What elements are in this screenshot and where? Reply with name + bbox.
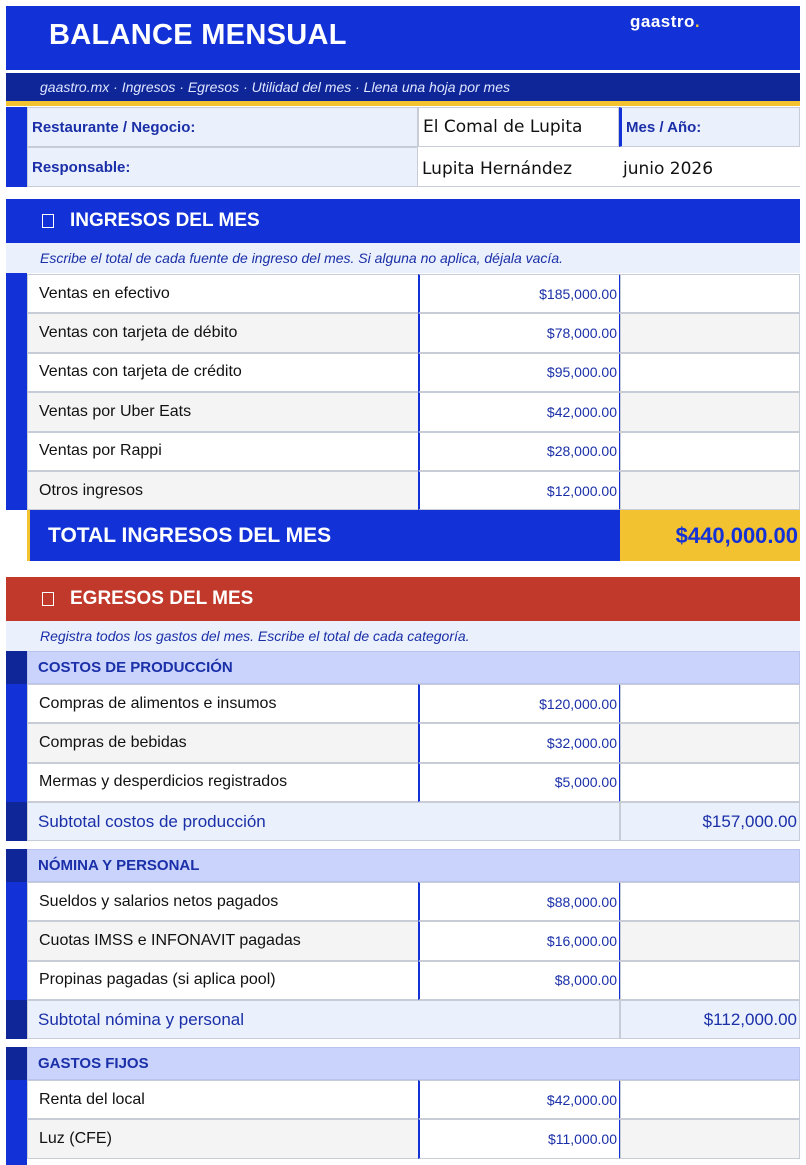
amount-input[interactable]: $42,000.00 — [418, 1080, 621, 1119]
row-label: Cuotas IMSS e INFONAVIT pagadas — [27, 921, 419, 960]
gaastro-logo: gaastro. — [630, 12, 701, 31]
row-label: Propinas pagadas (si aplica pool) — [27, 961, 419, 1000]
row-extra-cell — [620, 1080, 800, 1119]
month-field[interactable]: junio 2026 — [619, 151, 800, 187]
row-label: Ventas con tarjeta de débito — [27, 313, 419, 352]
nomina-subtotal-label: Subtotal nómina y personal — [27, 1000, 620, 1039]
row-extra-cell — [620, 882, 800, 921]
amount-input[interactable]: $32,000.00 — [418, 723, 621, 762]
egresos-section-header — [6, 577, 800, 621]
amount-input[interactable]: $12,000.00 — [418, 471, 621, 510]
receipt-icon — [42, 592, 54, 606]
month-label: Mes / Año: — [619, 107, 800, 147]
produccion-side-bar — [6, 684, 27, 802]
fijos-category: GASTOS FIJOS — [27, 1047, 800, 1080]
page-title: BALANCE MENSUAL — [49, 19, 347, 51]
row-label: Ventas por Uber Eats — [27, 392, 419, 431]
amount-input[interactable]: $88,000.00 — [418, 882, 621, 921]
business-label: Restaurante / Negocio: — [27, 107, 418, 147]
amount-input[interactable]: $42,000.00 — [418, 392, 621, 431]
row-label: Compras de alimentos e insumos — [27, 684, 419, 723]
amount-input[interactable]: $185,000.00 — [418, 274, 621, 313]
ingresos-note: Escribe el total de cada fuente de ingreso del mes. Si alguna no aplica, déjala vacía. — [6, 243, 800, 273]
ingresos-section-header — [6, 199, 800, 243]
egresos-note: Registra todos los gastos del mes. Escribe el total de cada categoría. — [6, 621, 800, 651]
row-label: Sueldos y salarios netos pagados — [27, 882, 419, 921]
produccion-side-bar-top — [6, 651, 27, 684]
business-field[interactable]: El Comal de Lupita — [418, 107, 619, 147]
manager-field[interactable]: Lupita Hernández — [418, 151, 619, 187]
nomina-side-bar — [6, 882, 27, 1000]
amount-input[interactable]: $5,000.00 — [418, 763, 621, 802]
row-label: Mermas y desperdicios registrados — [27, 763, 419, 802]
row-extra-cell — [620, 723, 800, 762]
produccion-subtotal-label: Subtotal costos de producción — [27, 802, 620, 841]
row-extra-cell — [620, 684, 800, 723]
row-extra-cell — [620, 921, 800, 960]
fijos-side-bar — [6, 1080, 27, 1165]
amount-input[interactable]: $8,000.00 — [418, 961, 621, 1000]
row-extra-cell — [620, 763, 800, 802]
row-label: Ventas por Rappi — [27, 432, 419, 471]
row-extra-cell — [620, 471, 800, 510]
row-extra-cell — [620, 392, 800, 431]
produccion-subtotal-side — [6, 802, 27, 841]
ingresos-side-bar — [6, 273, 27, 510]
row-extra-cell — [620, 313, 800, 352]
amount-input[interactable]: $78,000.00 — [418, 313, 621, 352]
ingresos-title: INGRESOS DEL MES — [70, 210, 260, 231]
row-extra-cell — [620, 961, 800, 1000]
row-label: Renta del local — [27, 1080, 419, 1119]
egresos-title: EGRESOS DEL MES — [70, 588, 254, 609]
nomina-subtotal-value: $112,000.00 — [620, 1000, 800, 1039]
produccion-subtotal-value: $157,000.00 — [620, 802, 800, 841]
row-label: Ventas con tarjeta de crédito — [27, 353, 419, 392]
row-label: Luz (CFE) — [27, 1119, 419, 1158]
total-ingresos-label: TOTAL INGRESOS DEL MES — [27, 510, 620, 561]
amount-input[interactable]: $95,000.00 — [418, 353, 621, 392]
row-extra-cell — [620, 1119, 800, 1158]
amount-input[interactable]: $28,000.00 — [418, 432, 621, 471]
accent-divider — [6, 101, 800, 106]
nomina-subtotal-side — [6, 1000, 27, 1039]
row-label: Otros ingresos — [27, 471, 419, 510]
row-extra-cell — [620, 353, 800, 392]
fijos-side-bar-top — [6, 1047, 27, 1080]
amount-input[interactable]: $120,000.00 — [418, 684, 621, 723]
nomina-category: NÓMINA Y PERSONAL — [27, 849, 800, 882]
money-icon — [42, 214, 54, 228]
amount-input[interactable]: $16,000.00 — [418, 921, 621, 960]
nomina-side-bar-top — [6, 849, 27, 882]
row-extra-cell — [620, 432, 800, 471]
row-extra-cell — [620, 274, 800, 313]
produccion-category: COSTOS DE PRODUCCIÓN — [27, 651, 800, 684]
row-label: Ventas en efectivo — [27, 274, 419, 313]
amount-input[interactable]: $11,000.00 — [418, 1119, 621, 1158]
manager-label: Responsable: — [27, 147, 418, 187]
total-ingresos-value: $440,000.00 — [620, 510, 800, 561]
row-label: Compras de bebidas — [27, 723, 419, 762]
info-side-bar — [6, 107, 27, 187]
subtitle-text: gaastro.mx · Ingresos · Egresos · Utilidad del mes · Llena una hoja por mes — [40, 79, 510, 95]
